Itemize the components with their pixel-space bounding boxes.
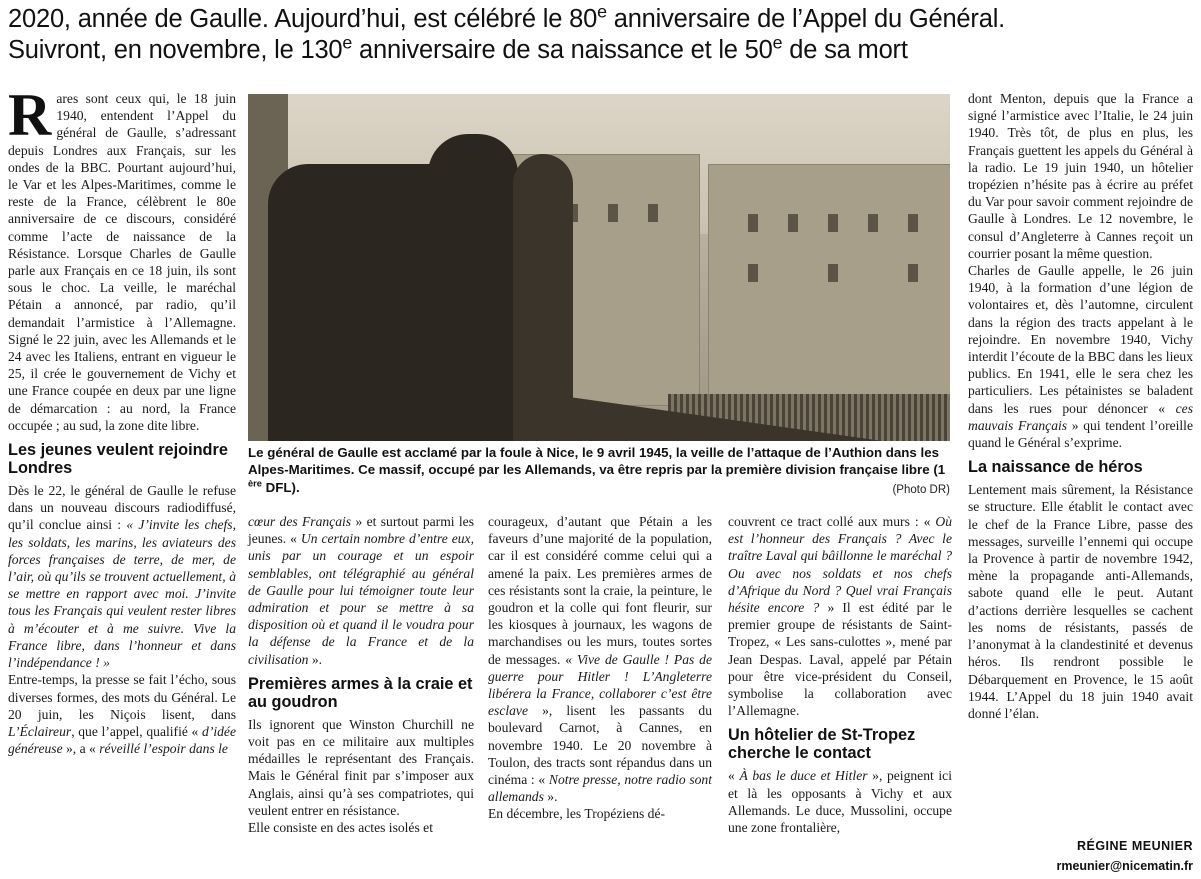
intro-paragraph: Rares sont ceux qui, le 18 juin 1940, entendent l’Appel du général de Gaulle, s’adressant depuis Londres aux Français, sur les ondes de la BBC. Pourtant aujourd’hui, le Var et les Alpes-Maritimes, comme le reste de la France, célèbrent le 80e anniversaire de ce discours, considéré comme l’acte de naissance de la Résistance. Lorsque Charles de Gaulle parle aux Français en ce 18 juin, ils sont sous le choc. La veille, le maréchal Pétain a annoncé, par radio, qu’il demandait l’armistice à l’Allemagne. Signé le 22 juin, avec les Allemands et le 24 avec les Italiens, entrant en vigueur le 25, il crée le gouvernement de Vichy et une France coupée en deux par une ligne de démarcation : au nord, la France occupée ; au sud, la zone dite libre.: [8, 82, 236, 433]
paragraph: Elle consiste en des actes isolés et: [248, 820, 433, 836]
paragraph: Charles de Gaulle appelle, le 26 juin 1940, à la formation d’une légion de volontaires et, dès l’automne, circulent dans la région des tracts appelant à le rejoindre. En novembre 1940, Vichy interdit l’écoute de la BBC dans les lieux publics. En 1941, elle le sera chez les particuliers. Les pétainistes se baladent dans les rues pour dénoncer « ces mauvais Français » qui tendent l’oreille quand le Général s’exprime.: [968, 263, 1193, 451]
photo-window: [908, 214, 918, 232]
photo-window: [648, 204, 658, 222]
column-3: [488, 513, 712, 823]
headline-line-1: 2020, année de Gaulle. Aujourd’hui, est célébré le 80e anniversaire de l’Appel du Général.: [8, 1, 1006, 33]
column-4: [728, 513, 952, 836]
photo-window: [608, 204, 618, 222]
paragraph: Lentement mais sûrement, la Résistance se structure. Elle établit le contact avec le chef de la France Libre, passe des messages, surveille l’ennemi qui occupe la Provence à partir de novembre 1942, mène la propagande anti-Allemands, sabote quand elle le peut. Autant d’actions derrière lesquelles se cachent les noms de résistants, passés de l’anonymat à la clandestinité et devenus héros. Ils rendront possible le Débarquement en Provence, le 15 août 1944. L’Appel du 18 juin 1940 avait donné l’élan.: [968, 482, 1193, 721]
photo-window: [788, 214, 798, 232]
paragraph: dont Menton, depuis que la France a signé l’armistice avec l’Italie, le 24 juin 1940. Très tôt, de plus en plus, les Français guettent les appels du Général à la radio. Le 19 juin 1940, un hôtelier tropézien n’hésite pas à écrire au préfet du Var pour savoir comment rejoindre de Gaulle à Londres. Le 12 novembre, le consul d’Angleterre à Cannes reçoit un courrier posant la même question.: [968, 91, 1193, 261]
subhead-naissance-heros: La naissance de héros: [968, 458, 1143, 477]
author-signature: [968, 836, 1193, 876]
article-photo: [248, 94, 950, 441]
paragraph: Entre-temps, la presse se fait l’écho, sous diverses formes, des mots du Général. Le 20 juin, les Niçois lisent, dans L’Éclaireur, que l’appel, qualifié « d’idée généreuse », a « réveillé l’espoir dans le: [8, 672, 236, 757]
paragraph: couvrent ce tract collé aux murs : « Où est l’honneur des Français ? Avec le traître Laval qui bâillonne le maréchal ? Ou avec nos soldats et nos chefs d’Afrique du Nord ? Quel vrai Français hésite encore ? » Il est édité par le premier groupe de résistants de Saint-Tropez, « Les sans-culottes », mené par Jean Despas. Laval, appelé par Pétain pour être vice-président du Conseil, symbolise la collaboration avec l’Allemagne.: [728, 514, 952, 719]
photo-window: [868, 214, 878, 232]
column-5: [968, 90, 1193, 722]
paragraph: cœur des Français » et surtout parmi les jeunes. « Un certain nombre d’entre eux, unis par un courage et un espoir semblables, ont télégraphié au général de Gaulle pour lui témoigner toute leur admiration et pour se mettre à sa disposition où et quand il le voudra pour la défense de la France et de la civilisation ».: [248, 514, 474, 667]
subhead-jeunes-londres: Les jeunes veulent rejoindre Londres: [8, 441, 228, 478]
column-2: [248, 513, 474, 836]
photo-figure: [428, 134, 518, 441]
paragraph: Dès le 22, le général de Gaulle le refuse dans un nouveau discours radiodiffusé, qu’il conclue ainsi : « J’invite les chefs, les soldats, les marins, les aviateurs des forces françaises de terre, de mer, de l’air, où qu’ils se trouvent actuellement, à se mettre en rapport avec moi. J’invite tous les Français qui veulent rester libres à m’écouter et à me suivre. Vive la France libre, dans l’honneur et dans l’indépendance ! »: [8, 483, 236, 671]
photo-window: [828, 264, 838, 282]
headline-line-2: Suivront, en novembre, le 130e anniversaire de sa naissance et le 50e de sa mort: [8, 32, 908, 64]
photo-credit: (Photo DR): [892, 484, 950, 496]
paragraph: « À bas le duce et Hitler », peignent ici et là les opposants à Vichy et aux Allemands. Le duce, Mussolini, occupe une zone frontalière,: [728, 768, 952, 836]
photo-building: [708, 164, 950, 406]
photo-caption: Le général de Gaulle est acclamé par la foule à Nice, le 9 avril 1945, la veille de l’attaque de l’Authion dans les Alpes-Maritimes. Ce massif, occupé par les Allemands, va être repris par la première division française libre (1 $^{ère}$ DFL).: [248, 445, 946, 495]
photo-window: [908, 264, 918, 282]
paragraph: En décembre, les Tropéziens dé-: [488, 806, 666, 822]
photo-window: [748, 264, 758, 282]
photo-window: [828, 214, 838, 232]
photo-window: [748, 214, 758, 232]
author-email[interactable]: rmeunier@nicematin.fr: [1056, 859, 1193, 873]
paragraph: courageux, d’autant que Pétain a les faveurs d’une majorité de la population, car il est considéré comme celui qui a amené la paix. Les premières armes de ces résistants sont la craie, la peinture, le goudron et la colle qui font fleurir, sur les kiosques à journaux, les wagons de marchandises ou les murs, toutes sortes de messages. « Vive de Gaulle ! Pas de guerre pour Hitler ! L’Angleterre libérera la France, collaborer c’est être esclave », lisent les passants du boulevard Carnot, à Cannes, en novembre 1940. Le 20 novembre à Toulon, des tracts sont répandus dans un cinéma : « Notre presse, notre radio sont allemands ».: [488, 514, 712, 805]
column-1: [8, 82, 236, 757]
drop-cap: R: [8, 82, 52, 148]
paragraph: Ils ignorent que Winston Churchill ne voit pas en ce militaire aux multiples médailles le représentant des Français. Mais le Général finit par s’imposer aux Anglais, ainsi qu’à ses compatriotes, qui veulent entrer en résistance.: [248, 716, 474, 818]
author-name: RÉGINE MEUNIER: [1076, 839, 1193, 853]
article-headline: [8, 1, 1198, 66]
subhead-hotelier: Un hôtelier de St-Tropez cherche le contact: [728, 726, 916, 763]
subhead-premieres-armes: Premières armes à la craie et au goudron: [248, 674, 473, 711]
